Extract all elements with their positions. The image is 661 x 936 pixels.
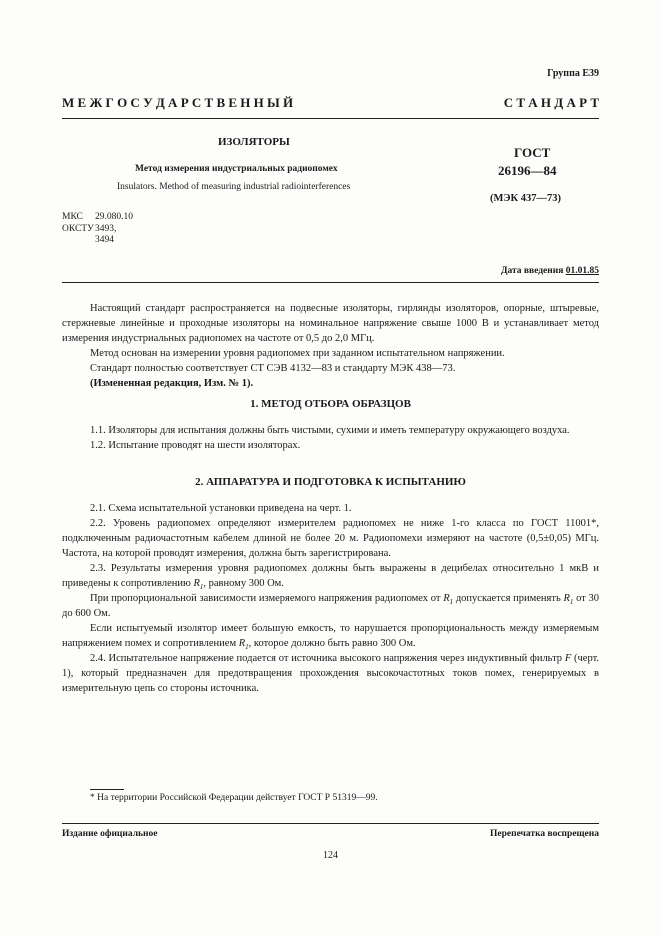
- okstu-value-2-row: [62, 235, 133, 247]
- intro-paragraph-method: Метод основан на измерении уровня радиопомех при заданном испытательном напряжении.: [90, 348, 505, 359]
- symbol-r1: $R_1$: [563, 593, 574, 607]
- intro-date-value: 01.01.85: [565, 266, 599, 276]
- okstu-label: ОКСТУ: [62, 223, 94, 234]
- section-2: [62, 501, 599, 696]
- symbol-r1: $R_1$: [443, 593, 454, 607]
- document-title: ИЗОЛЯТОРЫ: [218, 136, 290, 148]
- clause-2-2: 2.2. Уровень радиопомех определяют измерителем радиопомех не ниже 1-го класса по ГОСТ 11001*, подключенным радиочастотным кабелем длиной не более 20 м. Радиопомехи измеряют на частоте (0,5±0,05) МГц. Частота, на которой проводят измерения, должна быть зарегистрирована.: [62, 518, 599, 559]
- top-rule: [62, 118, 599, 119]
- symbol-r1: $R_1$: [193, 578, 204, 592]
- banner-word-interstate: М Е Ж Г О С У Д А Р С Т В Е Н Н Ы Й: [62, 95, 294, 110]
- mks-row: [62, 212, 133, 224]
- gost-label: ГОСТ: [514, 145, 551, 160]
- official-edition-label: Издание официальное: [62, 829, 158, 839]
- intro-paragraph-amendment: (Измененная редакция, Изм. № 1).: [90, 378, 254, 389]
- standard-banner: [62, 94, 599, 112]
- page-number: 124: [323, 850, 338, 861]
- iec-reference: (МЭК 437—73): [490, 193, 562, 204]
- classification-codes: [62, 212, 133, 247]
- symbol-r1: $R_1$: [238, 638, 249, 652]
- banner-word-standard: С Т А Н Д А Р Т: [503, 95, 599, 110]
- gost-number: 26196—84: [498, 163, 557, 178]
- clause-2-3-proportional: При пропорциональной зависимости измеряемого напряжения радиопомех от $R_1$ допускается применять $R_1$ от 30 до 600 Ом.: [62, 593, 599, 619]
- footnote: * На территории Российской Федерации действует ГОСТ Р 51319—99.: [90, 793, 378, 803]
- intro-section: [62, 301, 599, 391]
- bottom-rule: [62, 823, 599, 824]
- clause-1-2: 1.2. Испытание проводят на шести изоляторах.: [90, 440, 301, 451]
- clause-2-3: 2.3. Результаты измерения уровня радиопомех должны быть выражены в децибелах относительно 1 мкВ и приведены к сопротивлению $R_1$, равному 300 Ом.: [62, 563, 599, 592]
- okstu-row: [62, 224, 133, 236]
- subtitle-ru: Метод измерения индустриальных радиопомех: [135, 164, 338, 174]
- clause-2-1: 2.1. Схема испытательной установки приведена на черт. 1.: [90, 503, 352, 514]
- okstu-value-2: 3494: [95, 235, 114, 245]
- clause-1-1: 1.1. Изоляторы для испытания должны быть чистыми, сухими и иметь температуру окружающего воздуха.: [90, 425, 570, 436]
- footnote-rule: [90, 789, 124, 790]
- okstu-value-1: 3493,: [95, 223, 117, 234]
- intro-date-label: Дата введения: [500, 266, 564, 276]
- subtitle-en: Insulators. Method of measuring industrial radiointerferences: [117, 182, 351, 192]
- reprint-prohibited-label: Перепечатка воспрещена: [489, 829, 599, 839]
- date-rule: [62, 282, 599, 283]
- section-1: [62, 423, 599, 453]
- group-code: Группа Е39: [547, 68, 599, 79]
- clause-2-4: 2.4. Испытательное напряжение подается от источника высокого напряжения через индуктивный фильтр F (черт. 1), который предназначен для предотвращения прохождения высокочастотных токов помех, генерируемых в измерительную цепь со стороны источника.: [62, 653, 599, 694]
- section-2-heading: 2. АППАРАТУРА И ПОДГОТОВКА К ИСПЫТАНИЮ: [195, 476, 466, 488]
- section-1-heading: 1. МЕТОД ОТБОРА ОБРАЗЦОВ: [250, 398, 411, 410]
- clause-2-3-capacitance: Если испытуемый изолятор имеет большую емкость, то нарушается пропорциональность между измеряемым напряжением помех и сопротивлением $R_1$, которое должно быть равно 300 Ом.: [62, 623, 599, 652]
- symbol-f: F: [564, 653, 572, 664]
- mks-value: 29.080.10: [95, 212, 133, 222]
- mks-label: МКС: [62, 212, 83, 222]
- introduction-date: [501, 266, 599, 276]
- intro-paragraph-compliance: Стандарт полностью соответствует СТ СЭВ 4132—83 и стандарту МЭК 438—73.: [90, 363, 456, 374]
- intro-paragraph-scope: Настоящий стандарт распространяется на подвесные изоляторы, гирлянды изоляторов, опорные, штыревые, стержневые линейные и проходные изоляторы на номинальное напряжение свыше 1000 В и устанавливает метод измерения индустриальных радиопомех на частоте от 0,5 до 2,0 МГц.: [62, 303, 599, 344]
